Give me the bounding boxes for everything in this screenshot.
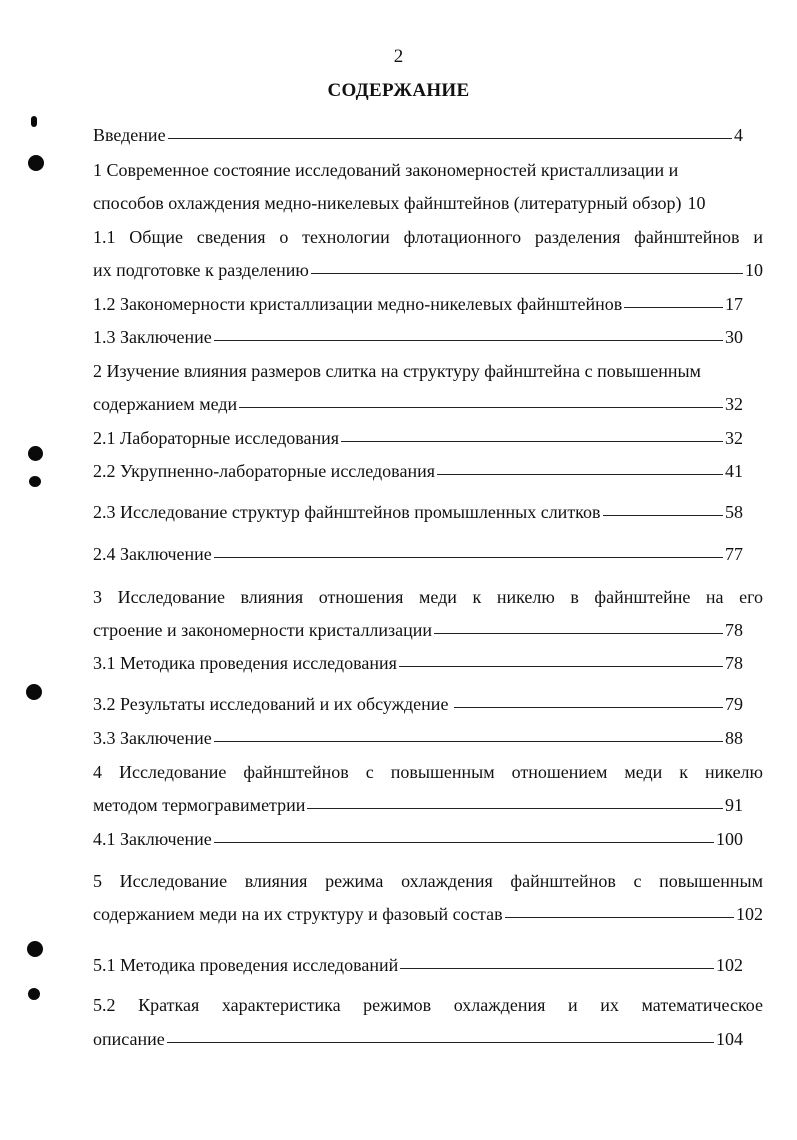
toc-page-number: 32 bbox=[725, 394, 743, 414]
toc-page-number: 17 bbox=[725, 294, 743, 314]
punch-mark bbox=[28, 988, 40, 1000]
toc-entry-text: Введение bbox=[93, 125, 166, 145]
toc-entry-text: 2 Изучение влияния размеров слитка на структуру файнштейна с повышенным bbox=[93, 361, 701, 381]
toc-entry-text: 3 Исследование влияния отношения меди к никелю в файнштейне на его bbox=[93, 587, 763, 607]
toc-entry-text: 2.1 Лабораторные исследования bbox=[93, 428, 340, 448]
toc-entry-text: 5 Исследование влияния режима охлаждения файнштейнов с повышенным bbox=[93, 871, 763, 891]
punch-hole bbox=[27, 941, 43, 957]
toc-entry-ch1[interactable] bbox=[93, 159, 763, 181]
toc-leader bbox=[341, 441, 723, 442]
toc-entry-s13[interactable] bbox=[93, 326, 743, 348]
toc-entry-text: их подготовке к разделению bbox=[93, 260, 309, 280]
page-number: 2 bbox=[393, 46, 404, 67]
toc-entry-s52[interactable] bbox=[93, 994, 763, 1016]
toc-leader bbox=[437, 474, 723, 475]
toc-leader bbox=[239, 407, 723, 408]
toc-entry-text: 2.4 Заключение bbox=[93, 544, 212, 564]
toc-entry-text: 4.1 Заключение bbox=[93, 829, 212, 849]
toc-leader bbox=[399, 666, 723, 667]
toc-leader bbox=[214, 842, 714, 843]
toc-entry-text: 5.2 Краткая характеристика режимов охлаждения и их математическое bbox=[93, 995, 763, 1015]
toc-leader bbox=[454, 707, 723, 708]
toc-page-number: 78 bbox=[725, 620, 743, 640]
toc-leader bbox=[167, 1042, 714, 1043]
toc-entry-ch2-cont[interactable] bbox=[93, 393, 743, 415]
toc-entry-ch1-cont[interactable] bbox=[93, 192, 763, 214]
toc-page-number: 91 bbox=[725, 795, 743, 815]
toc-entry-text: 3.3 Заключение bbox=[93, 728, 212, 748]
toc-entry-text: 3.1 Методика проведения исследования bbox=[93, 653, 397, 673]
toc-entry-s32[interactable] bbox=[93, 693, 743, 715]
toc-leader bbox=[434, 633, 723, 634]
toc-page-number: 102 bbox=[716, 955, 743, 975]
toc-page-number: 41 bbox=[725, 461, 743, 481]
toc-entry-text: 1.1 Общие сведения о технологии флотационного разделения файнштейнов и bbox=[93, 227, 763, 247]
toc-entry-ch3[interactable] bbox=[93, 586, 763, 608]
toc-page-number: 79 bbox=[725, 694, 743, 714]
toc-entry-text: 5.1 Методика проведения исследований bbox=[93, 955, 399, 975]
toc-page-number: 58 bbox=[725, 502, 743, 522]
toc-leader bbox=[505, 917, 734, 918]
toc-entry-text: 4 Исследование файнштейнов с повышенным отношением меди к никелю bbox=[93, 762, 763, 782]
toc-entry-s12[interactable] bbox=[93, 293, 743, 315]
toc-entry-ch5[interactable] bbox=[93, 870, 763, 892]
toc-entry-text: строение и закономерности кристаллизации bbox=[93, 620, 433, 640]
toc-page-number: 10 bbox=[687, 193, 706, 213]
toc-entry-s51[interactable] bbox=[93, 954, 743, 976]
toc-page-number: 30 bbox=[725, 327, 743, 347]
toc-entry-ch4[interactable] bbox=[93, 761, 763, 783]
toc-entry-ch3-cont[interactable] bbox=[93, 619, 743, 641]
toc-entry-s22[interactable] bbox=[93, 460, 743, 482]
toc-page-number: 77 bbox=[725, 544, 743, 564]
toc-page-number: 10 bbox=[745, 260, 763, 280]
punch-mark bbox=[31, 116, 37, 127]
toc-leader bbox=[214, 340, 723, 341]
toc-page-number: 104 bbox=[716, 1029, 743, 1049]
page-title: СОДЕРЖАНИЕ bbox=[327, 80, 470, 101]
toc-page-number: 88 bbox=[725, 728, 743, 748]
toc-entry-text: 2.3 Исследование структур файнштейнов промышленных слитков bbox=[93, 502, 601, 522]
toc-entry-text: 1.3 Заключение bbox=[93, 327, 212, 347]
toc-leader bbox=[214, 557, 723, 558]
toc-page-number: 32 bbox=[725, 428, 743, 448]
toc-page-number: 78 bbox=[725, 653, 743, 673]
toc-entry-text: 2.2 Укрупненно-лабораторные исследования bbox=[93, 461, 435, 481]
toc-entry-ch5-cont[interactable] bbox=[93, 903, 763, 925]
toc-leader bbox=[307, 808, 723, 809]
toc-entry-s24[interactable] bbox=[93, 543, 743, 565]
toc-entry-s33[interactable] bbox=[93, 727, 743, 749]
toc-entry-text: описание bbox=[93, 1029, 165, 1049]
toc-leader bbox=[168, 138, 732, 139]
toc-entry-ch4-cont[interactable] bbox=[93, 794, 743, 816]
toc-entry-text: 1 Современное состояние исследований закономерностей кристаллизации и bbox=[93, 160, 679, 180]
punch-hole bbox=[28, 446, 43, 461]
toc-page-number: 102 bbox=[736, 904, 763, 924]
toc-page-number: 4 bbox=[734, 125, 743, 145]
toc-entry-s11[interactable] bbox=[93, 226, 763, 248]
toc-entry-text: 3.2 Результаты исследований и их обсуждение bbox=[93, 694, 449, 714]
toc-leader bbox=[603, 515, 723, 516]
toc-leader bbox=[400, 968, 714, 969]
punch-hole bbox=[26, 684, 42, 700]
toc-entry-text: содержанием меди bbox=[93, 394, 238, 414]
toc-entry-ch2[interactable] bbox=[93, 360, 763, 382]
toc-entry-text: 1.2 Закономерности кристаллизации медно-никелевых файнштейнов bbox=[93, 294, 623, 314]
toc-entry-s52-cont[interactable] bbox=[93, 1028, 743, 1050]
toc-leader bbox=[214, 741, 723, 742]
toc-leader bbox=[311, 273, 743, 274]
toc-entry-s41[interactable] bbox=[93, 828, 743, 850]
toc-entry-text: способов охлаждения медно-никелевых файнштейнов (литературный обзор) bbox=[93, 193, 682, 213]
toc-entry-s23[interactable] bbox=[93, 501, 743, 523]
punch-hole bbox=[28, 155, 44, 171]
toc-leader bbox=[624, 307, 723, 308]
punch-mark bbox=[29, 476, 41, 487]
toc-entry-text: содержанием меди на их структуру и фазовый состав bbox=[93, 904, 503, 924]
toc-entry-text: методом термогравиметрии bbox=[93, 795, 306, 815]
toc-entry-s11-cont[interactable] bbox=[93, 259, 763, 281]
toc-entry-s21[interactable] bbox=[93, 427, 743, 449]
toc-entry-s31[interactable] bbox=[93, 652, 743, 674]
toc-entry-intro[interactable] bbox=[93, 124, 743, 146]
toc-page-number: 100 bbox=[716, 829, 743, 849]
